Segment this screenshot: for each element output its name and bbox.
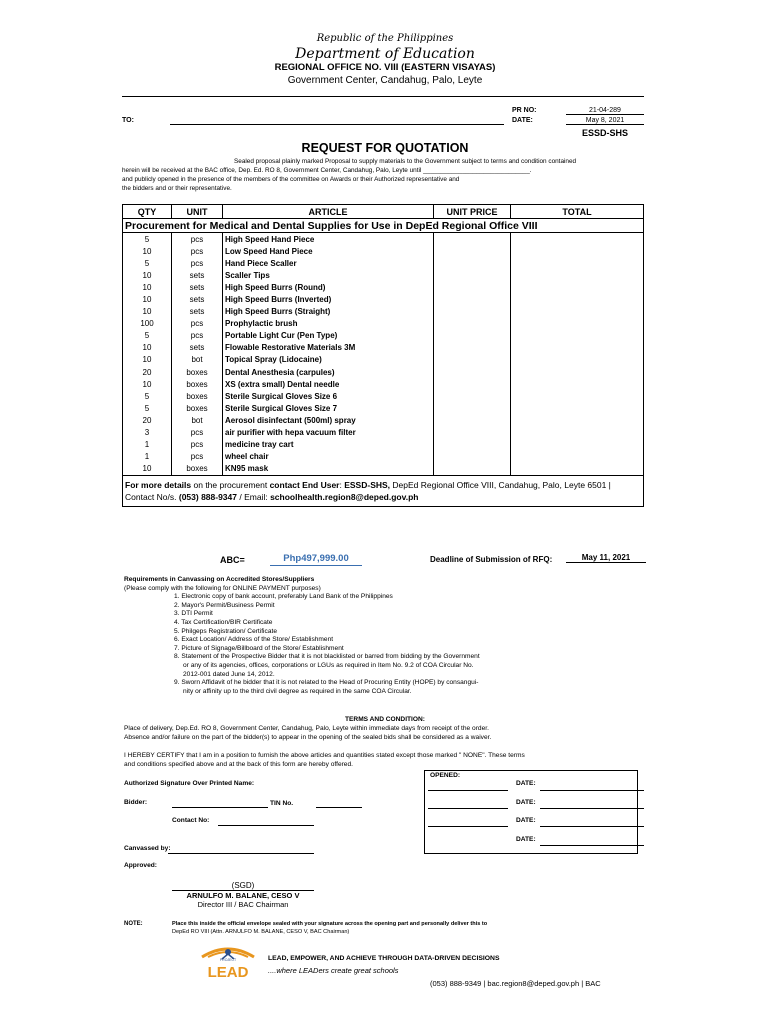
republic-heading: Republic of the Philippines xyxy=(316,33,454,44)
row-unit: pcs xyxy=(172,330,223,342)
row-unit-price[interactable] xyxy=(434,463,511,476)
footer-tagline: ....where LEADers create great schools xyxy=(268,966,399,975)
procurement-title-row xyxy=(123,219,644,233)
row-unit-price[interactable] xyxy=(434,414,511,426)
table-row xyxy=(123,269,644,281)
office-heading: REGIONAL OFFICE NO. VIII (EASTERN VISAYAS) xyxy=(274,62,496,73)
row-total[interactable] xyxy=(511,306,644,318)
row-unit-price[interactable] xyxy=(434,390,511,402)
row-qty: 3 xyxy=(123,427,172,439)
row-article: KN95 mask xyxy=(223,463,434,476)
table-row xyxy=(123,233,644,246)
footer-slogan: LEAD, EMPOWER, AND ACHIEVE THROUGH DATA-DRIVEN DECISIONS xyxy=(268,955,500,962)
row-unit-price[interactable] xyxy=(434,451,511,463)
table-row xyxy=(123,281,644,293)
requirement-item: nity or affinity up to the third civil degree as required in the same COA Circular. xyxy=(183,687,412,695)
opened-date-line-1[interactable] xyxy=(540,790,644,791)
intro-line-2: herein will be received at the BAC office, Dep. Ed. RO 8, Government Center, Candahug, Palo, Leyte until ______________________________. xyxy=(122,167,532,174)
row-article: High Speed Burrs (Inverted) xyxy=(223,293,434,305)
row-article: Hand Piece Scaller xyxy=(223,257,434,269)
requirement-item: 5. Philgeps Registration/ Certificate xyxy=(174,627,277,635)
terms-line-2: Absence and/or failure on the part of the bidder(s) to appear in the opening of the sealed bids shall be considered as a waiver. xyxy=(124,734,492,741)
row-unit: pcs xyxy=(172,233,223,246)
table-row xyxy=(123,330,644,342)
opened-date-label-2: DATE: xyxy=(516,799,536,806)
row-total[interactable] xyxy=(511,269,644,281)
row-unit: boxes xyxy=(172,366,223,378)
row-qty: 10 xyxy=(123,378,172,390)
table-row xyxy=(123,463,644,476)
tin-field[interactable] xyxy=(316,807,362,808)
row-total[interactable] xyxy=(511,354,644,366)
row-article: Low Speed Hand Piece xyxy=(223,245,434,257)
row-total[interactable] xyxy=(511,245,644,257)
opened-date-label-1: DATE: xyxy=(516,780,536,787)
requirement-item: 8. Statement of the Prospective Bidder that it is not blacklisted or barred from bidding by the Government xyxy=(174,653,480,661)
table-row xyxy=(123,366,644,378)
to-field[interactable] xyxy=(170,124,504,125)
requirement-item: 7. Picture of Signage/Billboard of the Store/ Establishment xyxy=(174,644,344,652)
row-article: High Speed Burrs (Round) xyxy=(223,281,434,293)
deadline-value: May 11, 2021 xyxy=(566,553,646,563)
row-qty: 10 xyxy=(123,281,172,293)
row-unit-price[interactable] xyxy=(434,342,511,354)
intro-line-4: the bidders and or their representative. xyxy=(122,185,232,192)
row-total[interactable] xyxy=(511,451,644,463)
row-unit: sets xyxy=(172,342,223,354)
contact-no-label: Contact No: xyxy=(172,817,210,824)
row-unit: bot xyxy=(172,414,223,426)
row-qty: 5 xyxy=(123,257,172,269)
row-total[interactable] xyxy=(511,390,644,402)
opened-date-line-2[interactable] xyxy=(540,808,644,809)
pr-value: 21-04-289 xyxy=(566,107,644,115)
opened-sign-line-3[interactable] xyxy=(428,826,508,827)
contact-p2: on the procurement xyxy=(191,479,270,490)
row-total[interactable] xyxy=(511,342,644,354)
row-total[interactable] xyxy=(511,330,644,342)
contact-p9: / Email: xyxy=(237,491,271,502)
tin-label: TIN No. xyxy=(270,800,294,807)
approver-title: Director III / BAC Chairman xyxy=(197,900,289,909)
certify-line-1: I HEREBY CERTIFY that I am in a position to furnish the above articles and quantities stated except those marked " NONE". These terms xyxy=(124,752,525,759)
row-total[interactable] xyxy=(511,318,644,330)
row-qty: 5 xyxy=(123,402,172,414)
opened-date-label-3: DATE: xyxy=(516,817,536,824)
table-row xyxy=(123,257,644,269)
abc-label: ABC= xyxy=(220,555,245,565)
row-unit: pcs xyxy=(172,245,223,257)
note-line-2: DepEd RO VIII (Attn. ARNULFO M. BALANE, CESO V, BAC Chairman) xyxy=(172,929,350,935)
lead-logo xyxy=(196,943,260,985)
header-qty: QTY xyxy=(123,205,172,219)
row-unit: sets xyxy=(172,306,223,318)
table-row xyxy=(123,390,644,402)
bidder-field[interactable] xyxy=(172,807,268,808)
requirement-item: 3. DTI Permit xyxy=(174,610,213,618)
office-address: Government Center, Candahug, Palo, Leyte xyxy=(287,75,483,86)
opened-sign-line-2[interactable] xyxy=(428,808,508,809)
row-unit: sets xyxy=(172,281,223,293)
row-unit-price[interactable] xyxy=(434,257,511,269)
table-row xyxy=(123,354,644,366)
table-row xyxy=(123,318,644,330)
requirement-item: 9. Sworn Affidavit of he bidder that it is not related to the Head of Procuring Entity (HOPE) by consangui- xyxy=(174,679,479,687)
table-row xyxy=(123,427,644,439)
requirement-item: 2. Mayor's Permit/Business Permit xyxy=(174,601,275,609)
logo-word: LEAD xyxy=(207,964,249,981)
row-unit-price[interactable] xyxy=(434,233,511,246)
contact-p6: DepEd Regional Office VIII, Candahug, Palo, Leyte 6501 | xyxy=(390,479,611,490)
requirements-block xyxy=(124,576,644,696)
row-unit-price[interactable] xyxy=(434,281,511,293)
canvassed-field[interactable] xyxy=(168,853,314,854)
contact-p4: : xyxy=(339,479,345,490)
table-row xyxy=(123,439,644,451)
row-article: Sterile Surgical Gloves Size 6 xyxy=(223,390,434,402)
row-unit-price[interactable] xyxy=(434,245,511,257)
row-article: Dental Anesthesia (carpules) xyxy=(223,366,434,378)
terms-line-1: Place of delivery, Dep.Ed. RO 8, Government Center, Candahug, Palo, Leyte within immediate days from receipt of the order. xyxy=(124,725,489,732)
row-article: medicine tray cart xyxy=(223,439,434,451)
row-unit: boxes xyxy=(172,378,223,390)
opened-label: OPENED: xyxy=(430,772,461,779)
row-unit: boxes xyxy=(172,390,223,402)
row-article: wheel chair xyxy=(223,451,434,463)
table-row xyxy=(123,245,644,257)
row-qty: 5 xyxy=(123,390,172,402)
header-article: ARTICLE xyxy=(223,205,434,219)
row-qty: 20 xyxy=(123,366,172,378)
row-unit-price[interactable] xyxy=(434,354,511,366)
row-unit: sets xyxy=(172,269,223,281)
quotation-table xyxy=(122,204,644,507)
row-qty: 5 xyxy=(123,233,172,246)
procurement-title: Procurement for Medical and Dental Supplies for Use in DepEd Regional Office VIII xyxy=(125,219,538,232)
row-qty: 10 xyxy=(123,463,172,476)
opened-date-label-4: DATE: xyxy=(516,836,536,843)
row-total[interactable] xyxy=(511,427,644,439)
logo-small: PROJECT xyxy=(219,958,237,962)
contact-p5: ESSD-SHS, xyxy=(344,479,391,490)
abc-value: Php497,999.00 xyxy=(270,553,362,566)
department-heading: Department of Education xyxy=(295,46,475,62)
table-row xyxy=(123,414,644,426)
contact-phone: (053) 888-9347 xyxy=(178,491,237,502)
opened-date-line-3[interactable] xyxy=(540,826,644,827)
row-total[interactable] xyxy=(511,281,644,293)
row-unit-price[interactable] xyxy=(434,402,511,414)
contact-email[interactable]: schoolhealth.region8@deped.gov.ph xyxy=(270,491,419,502)
row-qty: 100 xyxy=(123,318,172,330)
requirements-list xyxy=(124,593,644,696)
note-label: NOTE: xyxy=(124,921,143,927)
canvassed-label: Canvassed by: xyxy=(124,845,171,852)
opened-date-line-4[interactable] xyxy=(540,845,644,846)
date-value: May 8, 2021 xyxy=(566,117,644,125)
office-code: ESSD-SHS xyxy=(581,128,628,138)
row-unit: pcs xyxy=(172,439,223,451)
row-article: air purifier with hepa vacuum filter xyxy=(223,427,434,439)
note-line-1: Place this inside the official envelope sealed with your signature across the opening part and personally deliver this to xyxy=(172,921,488,927)
row-unit-price[interactable] xyxy=(434,330,511,342)
pr-label: PR NO: xyxy=(512,107,537,114)
auth-signature-label: Authorized Signature Over Printed Name: xyxy=(124,780,255,787)
row-total[interactable] xyxy=(511,414,644,426)
row-unit: pcs xyxy=(172,257,223,269)
row-qty: 1 xyxy=(123,451,172,463)
row-unit: sets xyxy=(172,293,223,305)
deadline-label: Deadline of Submission of RFQ: xyxy=(430,555,553,564)
row-total[interactable] xyxy=(511,463,644,476)
opened-sign-line-1[interactable] xyxy=(428,790,508,791)
table-row xyxy=(123,451,644,463)
row-unit-price[interactable] xyxy=(434,378,511,390)
row-article: Scaller Tips xyxy=(223,269,434,281)
contact-row xyxy=(123,475,644,506)
header-total: TOTAL xyxy=(511,205,644,219)
table-row xyxy=(123,342,644,354)
row-article: Flowable Restorative Materials 3M xyxy=(223,342,434,354)
row-total[interactable] xyxy=(511,257,644,269)
row-total[interactable] xyxy=(511,439,644,451)
requirement-item: 6. Exact Location/ Address of the Store/ Establishment xyxy=(174,636,334,644)
row-unit-price[interactable] xyxy=(434,366,511,378)
row-total[interactable] xyxy=(511,402,644,414)
row-article: Prophylactic brush xyxy=(223,318,434,330)
row-total[interactable] xyxy=(511,293,644,305)
row-qty: 20 xyxy=(123,414,172,426)
row-qty: 10 xyxy=(123,269,172,281)
header-unit: UNIT xyxy=(172,205,223,219)
row-article: Portable Light Cur (Pen Type) xyxy=(223,330,434,342)
bidder-label: Bidder: xyxy=(124,799,148,806)
row-article: Sterile Surgical Gloves Size 7 xyxy=(223,402,434,414)
row-article: Topical Spray (Lidocaine) xyxy=(223,354,434,366)
intro-line-1: Sealed proposal plainly marked Proposal to supply materials to the Government subject to terms and condition contained xyxy=(234,158,577,165)
to-label: TO: xyxy=(122,117,134,124)
row-qty: 10 xyxy=(123,293,172,305)
row-unit-price[interactable] xyxy=(434,306,511,318)
row-unit-price[interactable] xyxy=(434,318,511,330)
row-unit-price[interactable] xyxy=(434,293,511,305)
row-qty: 10 xyxy=(123,306,172,318)
row-qty: 10 xyxy=(123,342,172,354)
date-label: DATE: xyxy=(512,117,533,124)
row-qty: 5 xyxy=(123,330,172,342)
header-unit-price: UNIT PRICE xyxy=(434,205,511,219)
row-article: High Speed Burrs (Straight) xyxy=(223,306,434,318)
requirement-item: or any of its agencies, offices, corporations or LGUs as required in Item No. 9.2 of COA Circular No. xyxy=(183,661,474,669)
table-header-row xyxy=(123,205,644,219)
approved-label: Approved: xyxy=(124,862,157,869)
row-total[interactable] xyxy=(511,378,644,390)
approver-name: ARNULFO M. BALANE, CESO V xyxy=(172,890,314,900)
table-row xyxy=(123,402,644,414)
contact-no-field[interactable] xyxy=(218,825,314,826)
row-unit-price[interactable] xyxy=(434,439,511,451)
row-qty: 10 xyxy=(123,245,172,257)
requirement-item: 1. Electronic copy of bank account, preferably Land Bank of the Philippines xyxy=(174,593,393,601)
row-article: Aerosol disinfectant (500ml) spray xyxy=(223,414,434,426)
row-unit-price[interactable] xyxy=(434,269,511,281)
footer-contact: (053) 888-9349 | bac.region8@deped.gov.ph | BAC xyxy=(430,979,601,988)
requirement-item: 2012-001 dated June 14, 2012. xyxy=(183,670,275,678)
sgd-mark: (SGD) xyxy=(231,881,255,890)
row-total[interactable] xyxy=(511,366,644,378)
document-title: REQUEST FOR QUOTATION xyxy=(301,141,469,155)
row-article: High Speed Hand Piece xyxy=(223,233,434,246)
terms-title: TERMS AND CONDITION: xyxy=(345,716,425,723)
table-row xyxy=(123,306,644,318)
row-unit: pcs xyxy=(172,451,223,463)
contact-p3: contact End User xyxy=(269,479,340,490)
row-unit: pcs xyxy=(172,427,223,439)
contact-p7: Contact No/s. xyxy=(125,491,179,502)
table-row xyxy=(123,378,644,390)
requirement-item: 4. Tax Certification/BIR Certificate xyxy=(174,618,273,626)
contact-details xyxy=(123,475,644,506)
row-unit: bot xyxy=(172,354,223,366)
row-total[interactable] xyxy=(511,233,644,246)
requirements-subtitle: (Please comply with the following for ONLINE PAYMENT purposes) xyxy=(124,584,321,592)
row-unit: boxes xyxy=(172,463,223,476)
row-qty: 10 xyxy=(123,354,172,366)
row-unit: boxes xyxy=(172,402,223,414)
requirements-title: Requirements in Canvassing on Accredited Stores/Suppliers xyxy=(124,576,315,583)
row-qty: 1 xyxy=(123,439,172,451)
certify-line-2: and conditions specified above and at the back of this form are hereby offered. xyxy=(124,761,353,768)
row-unit-price[interactable] xyxy=(434,427,511,439)
contact-p1: For more details xyxy=(125,479,192,490)
intro-line-3: and publicly opened in the presence of the members of the committee on Awards or their Authorized representative and xyxy=(122,176,460,183)
header-divider xyxy=(122,96,644,97)
row-article: XS (extra small) Dental needle xyxy=(223,378,434,390)
table-row xyxy=(123,293,644,305)
row-unit: pcs xyxy=(172,318,223,330)
